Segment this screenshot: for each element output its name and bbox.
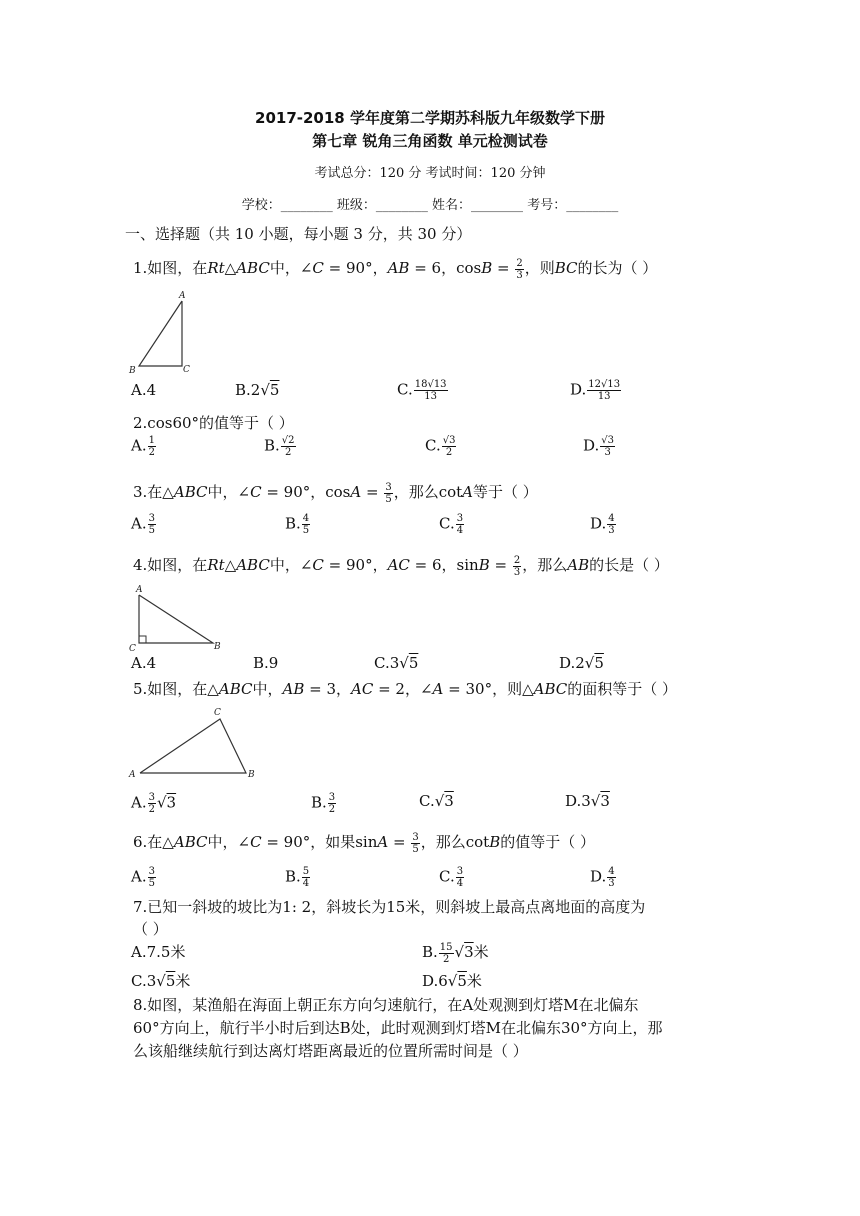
- q7-option-a[interactable]: A.7.5米: [131, 943, 186, 961]
- q3-option-d[interactable]: D. $\frac{4}{3}$: [590, 513, 615, 536]
- question-8-stem-line3: 么该船继续航行到达离灯塔距离最近的位置所需时间是（ ）: [133, 1042, 528, 1060]
- label-b: B: [214, 642, 221, 652]
- label-c: C: [129, 644, 136, 654]
- question-6-stem: 6.在△ABC中，∠C = 90°，如果sinA = $\frac{3}{5}$ ，那么cotB的值等于（ ）: [133, 831, 596, 855]
- q3-option-b[interactable]: B. $\frac{4}{5}$: [285, 513, 310, 536]
- label-b: B: [129, 366, 136, 376]
- q6-option-a[interactable]: A. $\frac{3}{5}$: [131, 866, 155, 889]
- question-5-stem: 5.如图，在△ABC中，AB = 3，AC = 2，∠A = 30°，则△ABC的面积等于（ ）: [133, 680, 678, 698]
- q3-option-a[interactable]: A. $\frac{3}{5}$: [131, 513, 155, 536]
- q1-option-b[interactable]: B.2√5: [235, 381, 280, 399]
- label-a: A: [136, 585, 143, 595]
- q4-option-c[interactable]: C.3√5: [374, 654, 419, 672]
- paper-title: 2017-2018 学年度第二学期苏科版九年级数学下册: [255, 109, 605, 127]
- q5-option-b[interactable]: B. $\frac{3}{2}$: [311, 792, 336, 815]
- q2-option-d[interactable]: D. $\frac{√3}{3}$: [583, 435, 614, 458]
- student-info: 学校：________ 班级：________ 姓名：________ 考号：________: [241, 198, 619, 213]
- q2-option-a[interactable]: A. $\frac{1}{2}$: [131, 435, 155, 458]
- figure-q5-triangle: [125, 704, 265, 784]
- q4-option-b[interactable]: B.9: [253, 654, 279, 672]
- question-3-stem: 3.在△ABC中，∠C = 90°，cosA = $\frac{3}{5}$ ，那么cotA等于（ ）: [133, 481, 538, 505]
- label-a: A: [129, 770, 136, 780]
- q6-option-c[interactable]: C. $\frac{3}{4}$: [439, 866, 464, 889]
- figure-q4-triangle: [125, 582, 230, 654]
- q5-option-a[interactable]: A. $\frac{3}{2}$ √3: [131, 792, 177, 815]
- q1-option-c[interactable]: C. $\frac{18√13}{13}$: [397, 379, 447, 402]
- question-2-stem: 2.cos60°的值等于（ ）: [133, 414, 294, 432]
- chapter-title: 第七章 锐角三角函数 单元检测试卷: [312, 132, 548, 150]
- label-a: A: [179, 291, 186, 301]
- question-7-stem-line2: （ ）: [133, 920, 168, 938]
- question-8-stem-line2: 60°方向上，航行半小时后到达B处，此时观测到灯塔M在北偏东30°方向上，那: [133, 1019, 663, 1037]
- q3-option-c[interactable]: C. $\frac{3}{4}$: [439, 513, 464, 536]
- q1-option-a[interactable]: A.4: [131, 381, 157, 399]
- q5-option-c[interactable]: C.√3: [419, 792, 454, 810]
- q4-option-d[interactable]: D.2√5: [559, 654, 604, 672]
- q5-option-d[interactable]: D.3√3: [565, 792, 610, 810]
- q6-option-b[interactable]: B. $\frac{5}{4}$: [285, 866, 310, 889]
- q2-option-b[interactable]: B. $\frac{√2}{2}$: [264, 435, 295, 458]
- q7-option-b[interactable]: B. $\frac{15}{2}$ √3米: [422, 941, 489, 965]
- q1-option-d[interactable]: D. $\frac{12√13}{13}$: [570, 379, 621, 402]
- q6-option-d[interactable]: D. $\frac{4}{3}$: [590, 866, 615, 889]
- label-c: C: [183, 365, 190, 375]
- section-heading: 一、选择题（共 10 小题，每小题 3 分，共 30 分）: [125, 225, 472, 243]
- q2-option-c[interactable]: C. $\frac{√3}{2}$: [425, 435, 456, 458]
- q7-option-d[interactable]: D.6√5米: [422, 972, 482, 990]
- question-4-stem: 4.如图，在Rt△ABC中，∠C = 90°，AC = 6，sinB = $\frac{2}{3}$ ，那么AB的长是（ ）: [133, 554, 669, 578]
- question-8-stem-line1: 8.如图，某渔船在海面上朝正东方向匀速航行，在A处观测到灯塔M在北偏东: [133, 996, 639, 1014]
- q7-option-c[interactable]: C.3√5米: [131, 972, 191, 990]
- figure-q1-triangle: [125, 288, 195, 378]
- label-c: C: [214, 708, 221, 718]
- q4-option-a[interactable]: A.4: [131, 654, 157, 672]
- label-b: B: [248, 770, 255, 780]
- exam-info: 考试总分：120 分 考试时间：120 分钟: [314, 166, 546, 181]
- question-7-stem-line1: 7.已知一斜坡的坡比为1: 2，斜坡长为15米，则斜坡上最高点离地面的高度为: [133, 898, 646, 916]
- question-1-stem: 1.如图，在Rt△ABC中，∠C = 90°，AB = 6，cosB = $\frac{2}{3}$ ，则BC的长为（ ）: [133, 257, 658, 281]
